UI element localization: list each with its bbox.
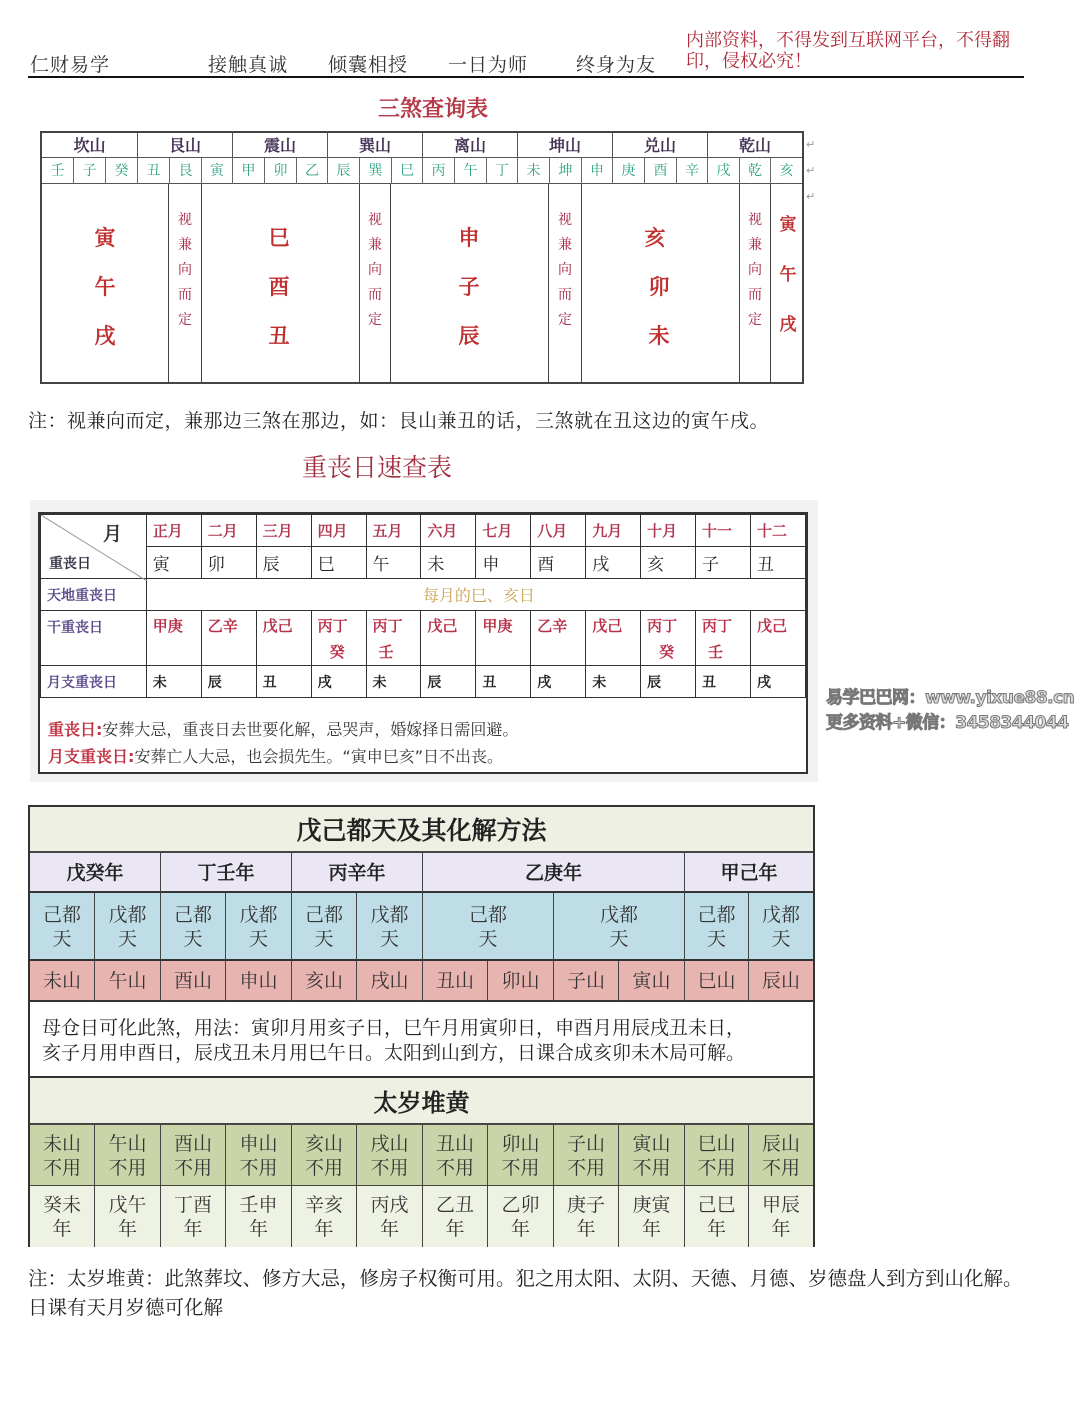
month-row bbox=[41, 515, 806, 547]
dutian-cell: 戊都天 bbox=[95, 893, 161, 961]
chongsang-title: 重丧日速查表 bbox=[302, 453, 453, 482]
corner-cell bbox=[41, 515, 147, 579]
return-mark-icon: ↵ bbox=[806, 138, 816, 151]
depends-label: 视 兼 向 而 定 bbox=[178, 212, 192, 328]
year-cell: 戊癸年 bbox=[30, 853, 161, 893]
sha-char: 寅 bbox=[94, 226, 116, 250]
month-cell: 七月 bbox=[476, 515, 531, 547]
taisui-mountain-cell: 卯山 不用 bbox=[488, 1125, 554, 1186]
branch-cell: 卯 bbox=[201, 547, 256, 579]
sub-position-cell: 卯 bbox=[265, 158, 297, 184]
taisui-note: 注：太岁堆黄：此煞葬坟、修方大忌，修房子权衡可用。犯之用太阳、太阴、天德、月德、岁德盘人到方到山化解。日课有天月岁德可化解 bbox=[28, 1267, 1023, 1319]
sub-position-cell: 丁 bbox=[487, 158, 518, 184]
row-label: 天地重丧日 bbox=[41, 579, 147, 611]
mountain-cell: 震山 bbox=[233, 133, 328, 158]
taisui-mountain-cell: 未山 不用 bbox=[30, 1125, 95, 1186]
taisui-year-cell: 丁酉 年 bbox=[161, 1186, 226, 1247]
taisui-mountain-cell: 丑山 不用 bbox=[423, 1125, 488, 1186]
return-mark-icon: ↵ bbox=[806, 190, 816, 203]
shan-cell: 未山 bbox=[30, 961, 95, 1002]
sub-position-cell: 亥 bbox=[779, 163, 794, 179]
chongsang-panel bbox=[30, 500, 818, 782]
sub-position-cell: 午 bbox=[455, 158, 487, 184]
yuezhi-cell: 丑 bbox=[696, 666, 751, 698]
yuezhi-cell: 辰 bbox=[201, 666, 256, 698]
chongsang-notes bbox=[48, 716, 518, 770]
dutian-cell: 己都天 bbox=[423, 893, 554, 961]
taisui-year-cell: 丙戌 年 bbox=[357, 1186, 423, 1247]
copyright-notice: 内部资料，不得发到互联网平台，不得翻印，侵权必究！ bbox=[686, 30, 1010, 72]
sub-position-cell: 子 bbox=[74, 158, 106, 184]
taisui-mountain-cell: 午山 不用 bbox=[95, 1125, 161, 1186]
corner-month-label: 月 bbox=[103, 523, 123, 545]
motto-2: 接触真诚 bbox=[208, 54, 289, 76]
mountain-cell: 巽山 bbox=[328, 133, 423, 158]
sha-char: 戌 bbox=[94, 324, 116, 348]
resolution-method: 母仓日可化此煞，用法：寅卯月用亥子日，巳午月用寅卯日，申酉月用辰戌丑未日， 亥子月用申酉日，辰戌丑未月用巳午日。太阳到山到方，日课合成亥卯未木局可解。 bbox=[30, 1004, 813, 1078]
yuezhi-cell: 辰 bbox=[421, 666, 476, 698]
sha-char: 申 bbox=[458, 226, 480, 250]
corner-day-label: 重丧日 bbox=[49, 556, 91, 572]
taisui-year-cell: 乙卯 年 bbox=[488, 1186, 554, 1247]
wuji-dutian-table bbox=[28, 805, 815, 1247]
sha-char: 巳 bbox=[268, 226, 290, 250]
taisui-year-cell: 己巳 年 bbox=[685, 1186, 749, 1247]
sub-position-cell: 甲 bbox=[233, 158, 265, 184]
mountain-cell: 离山 bbox=[423, 133, 518, 158]
sha-char: 寅 bbox=[779, 215, 797, 235]
branch-cell: 未 bbox=[421, 547, 476, 579]
branch-row bbox=[41, 547, 806, 579]
taisui-year-cell: 壬申 年 bbox=[226, 1186, 292, 1247]
return-mark-icon: ↵ bbox=[806, 164, 816, 177]
motto-4: 一日为师 bbox=[448, 54, 529, 76]
shan-cell: 寅山 bbox=[619, 961, 685, 1002]
taisui-year-cell: 戊午 年 bbox=[95, 1186, 161, 1247]
month-cell: 五月 bbox=[366, 515, 421, 547]
shan-cell: 辰山 bbox=[749, 961, 813, 1002]
yuezhi-cell: 未 bbox=[586, 666, 641, 698]
sub-position-cell: 申 bbox=[582, 158, 613, 184]
tiandi-value: 每月的巳、亥日 bbox=[146, 579, 805, 611]
mountain-cell: 坤山 bbox=[518, 133, 613, 158]
sha-char: 午 bbox=[779, 265, 797, 285]
taisui-year-cell: 甲辰 年 bbox=[749, 1186, 813, 1247]
shan-cell: 午山 bbox=[95, 961, 161, 1002]
branch-cell: 子 bbox=[696, 547, 751, 579]
taisui-mountain-row bbox=[30, 1125, 813, 1186]
sub-position-cell: 辛 bbox=[677, 158, 708, 184]
sha-char: 戌 bbox=[779, 315, 797, 335]
gan-cell: 乙辛 bbox=[531, 611, 586, 666]
taisui-year-cell: 庚子 年 bbox=[554, 1186, 619, 1247]
branch-cell: 申 bbox=[476, 547, 531, 579]
dutian-cell: 戊都天 bbox=[357, 893, 423, 961]
shan-row bbox=[30, 961, 813, 1002]
month-cell: 六月 bbox=[421, 515, 476, 547]
sha-char: 丑 bbox=[268, 324, 290, 348]
sansha-title: 三煞查询表 bbox=[378, 97, 489, 122]
month-cell: 十一 bbox=[696, 515, 751, 547]
sub-position-cell: 寅 bbox=[202, 158, 233, 184]
sub-position-cell: 艮 bbox=[170, 158, 202, 184]
gan-cell: 戊己 bbox=[421, 611, 476, 666]
sub-position-row bbox=[42, 158, 802, 184]
sub-position-cell: 壬 bbox=[42, 158, 74, 184]
sub-position-cell: 丙 bbox=[423, 158, 455, 184]
branch-cell: 丑 bbox=[750, 547, 805, 579]
yuezhi-cell: 戌 bbox=[750, 666, 805, 698]
wuji-title: 戊己都天及其化解方法 bbox=[30, 807, 813, 853]
mountain-cell: 乾山 bbox=[738, 136, 771, 155]
sub-position-cell: 乾 bbox=[740, 158, 771, 184]
gan-cell: 丙丁 壬 bbox=[366, 611, 421, 666]
branch-cell: 午 bbox=[366, 547, 421, 579]
month-cell: 十月 bbox=[641, 515, 696, 547]
note-line: 月支重丧日:安葬亡人大忌，也会损先生。“寅申巳亥”日不出丧。 bbox=[48, 747, 503, 766]
taisui-mountain-cell: 辰山 不用 bbox=[749, 1125, 813, 1186]
month-cell: 正月 bbox=[146, 515, 201, 547]
sha-char: 未 bbox=[648, 324, 670, 348]
yuezhi-cell: 未 bbox=[366, 666, 421, 698]
mountain-cell: 兑山 bbox=[613, 133, 708, 158]
sub-position-cell: 庚 bbox=[613, 158, 645, 184]
sha-char: 子 bbox=[458, 275, 480, 299]
chongsang-table bbox=[38, 512, 808, 774]
dutian-cell: 戊都天 bbox=[554, 893, 685, 961]
gan-cell: 戊己 bbox=[256, 611, 311, 666]
motto-3: 倾囊相授 bbox=[328, 54, 409, 76]
shan-cell: 申山 bbox=[226, 961, 292, 1002]
watermark: 易学巴巴网：www.yixue88.cn 更多资料+微信：3458344044 bbox=[826, 688, 1075, 733]
sub-position-cell: 丑 bbox=[138, 158, 170, 184]
taisui-year-cell: 癸未 年 bbox=[30, 1186, 95, 1247]
month-cell: 八月 bbox=[531, 515, 586, 547]
shan-cell: 巳山 bbox=[685, 961, 749, 1002]
yuezhi-cell: 戌 bbox=[531, 666, 586, 698]
row-label: 干重丧日 bbox=[41, 611, 147, 666]
year-cell: 甲己年 bbox=[685, 853, 813, 893]
taisui-year-cell: 辛亥 年 bbox=[292, 1186, 357, 1247]
shan-cell: 亥山 bbox=[292, 961, 357, 1002]
year-cell: 丙辛年 bbox=[292, 853, 423, 893]
taisui-mountain-cell: 寅山 不用 bbox=[619, 1125, 685, 1186]
month-cell: 三月 bbox=[256, 515, 311, 547]
sub-position-cell: 辰 bbox=[328, 158, 360, 184]
yuezhi-cell: 丑 bbox=[476, 666, 531, 698]
gan-cell: 丙丁 癸 bbox=[311, 611, 366, 666]
sha-char: 卯 bbox=[648, 275, 670, 299]
year-cell: 乙庚年 bbox=[423, 853, 685, 893]
year-row bbox=[30, 853, 813, 893]
sub-position-cell: 癸 bbox=[106, 158, 138, 184]
row-label: 月支重丧日 bbox=[41, 666, 147, 698]
mountain-header-row bbox=[42, 133, 802, 158]
taisui-year-cell: 庚寅 年 bbox=[619, 1186, 685, 1247]
page-header bbox=[28, 28, 1024, 78]
gan-cell: 甲庚 bbox=[146, 611, 201, 666]
taisui-mountain-cell: 亥山 不用 bbox=[292, 1125, 357, 1186]
shan-cell: 卯山 bbox=[488, 961, 554, 1002]
dutian-cell: 己都天 bbox=[685, 893, 749, 961]
sansha-body bbox=[42, 184, 802, 382]
sub-position-cell: 未 bbox=[518, 158, 550, 184]
taisui-mountain-cell: 戌山 不用 bbox=[357, 1125, 423, 1186]
taisui-mountain-cell: 酉山 不用 bbox=[161, 1125, 226, 1186]
sub-position-cell: 坤 bbox=[550, 158, 582, 184]
shan-cell: 戌山 bbox=[357, 961, 423, 1002]
sub-position-cell: 戌 bbox=[708, 158, 740, 184]
sub-position-cell: 巽 bbox=[360, 158, 392, 184]
branch-cell: 巳 bbox=[311, 547, 366, 579]
branch-cell: 辰 bbox=[256, 547, 311, 579]
branch-cell: 寅 bbox=[146, 547, 201, 579]
yuezhi-cell: 未 bbox=[146, 666, 201, 698]
mountain-cell: 坎山 bbox=[42, 133, 138, 158]
dutian-cell: 己都天 bbox=[30, 893, 95, 961]
gan-cell: 乙辛 bbox=[201, 611, 256, 666]
yuezhi-cell: 辰 bbox=[641, 666, 696, 698]
gan-cell: 甲庚 bbox=[476, 611, 531, 666]
note-line: 重丧日:安葬大忌，重丧日去世要化解，忌哭声，婚嫁择日需回避。 bbox=[48, 720, 519, 739]
gan-cell: 丙丁 壬 bbox=[696, 611, 751, 666]
dutian-cell: 己都天 bbox=[161, 893, 226, 961]
motto-1: 仁财易学 bbox=[30, 54, 111, 76]
gan-cell: 戊己 bbox=[750, 611, 805, 666]
branch-cell: 戌 bbox=[586, 547, 641, 579]
shan-cell: 子山 bbox=[554, 961, 619, 1002]
sansha-table bbox=[40, 131, 804, 384]
sha-char: 酉 bbox=[268, 275, 290, 299]
taisui-mountain-cell: 申山 不用 bbox=[226, 1125, 292, 1186]
branch-cell: 酉 bbox=[531, 547, 586, 579]
yuezhi-cell: 丑 bbox=[256, 666, 311, 698]
depends-label: 视 兼 向 而 定 bbox=[368, 212, 382, 328]
depends-label: 视 兼 向 而 定 bbox=[558, 212, 572, 328]
sha-char: 午 bbox=[94, 275, 116, 299]
month-cell: 十二 bbox=[750, 515, 805, 547]
motto-5: 终身为友 bbox=[576, 54, 657, 76]
gan-cell: 丙丁 癸 bbox=[641, 611, 696, 666]
sansha-note: 注：视兼向而定，兼那边三煞在那边，如：艮山兼丑的话，三煞就在丑这边的寅午戌。 bbox=[28, 410, 770, 432]
month-cell: 九月 bbox=[586, 515, 641, 547]
dutian-row bbox=[30, 893, 813, 961]
year-cell: 丁壬年 bbox=[161, 853, 292, 893]
mountain-cell: 艮山 bbox=[138, 133, 233, 158]
tiandi-row bbox=[41, 579, 806, 611]
sha-char: 亥 bbox=[644, 226, 666, 250]
sub-position-cell: 酉 bbox=[645, 158, 677, 184]
depends-label: 视 兼 向 而 定 bbox=[748, 212, 762, 328]
taisui-title: 太岁堆黄 bbox=[30, 1078, 813, 1125]
month-cell: 四月 bbox=[311, 515, 366, 547]
taisui-mountain-cell: 巳山 不用 bbox=[685, 1125, 749, 1186]
yuezhi-cell: 戌 bbox=[311, 666, 366, 698]
sub-position-cell: 乙 bbox=[297, 158, 328, 184]
branch-cell: 亥 bbox=[641, 547, 696, 579]
gan-cell: 戊己 bbox=[586, 611, 641, 666]
dutian-cell: 戊都天 bbox=[749, 893, 813, 961]
yuezhi-row bbox=[41, 666, 806, 698]
shan-cell: 丑山 bbox=[423, 961, 488, 1002]
sub-position-cell: 巳 bbox=[392, 158, 423, 184]
gan-row bbox=[41, 611, 806, 666]
taisui-year-row bbox=[30, 1186, 813, 1247]
taisui-mountain-cell: 子山 不用 bbox=[554, 1125, 619, 1186]
taisui-year-cell: 乙丑 年 bbox=[423, 1186, 488, 1247]
month-cell: 二月 bbox=[201, 515, 256, 547]
dutian-cell: 己都天 bbox=[292, 893, 357, 961]
sha-char: 辰 bbox=[458, 324, 480, 348]
chongsang-grid bbox=[40, 514, 806, 698]
dutian-cell: 戊都天 bbox=[226, 893, 292, 961]
shan-cell: 酉山 bbox=[161, 961, 226, 1002]
